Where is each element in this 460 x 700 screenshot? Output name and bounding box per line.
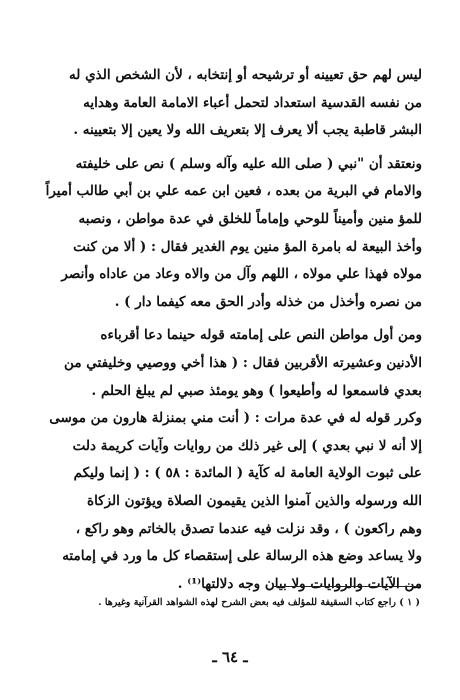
footnote-separator [274, 586, 420, 587]
text-line: إلا أنه لا نبي بعدي ) إلى غير ذلك من روايات وآيات كريمة دلت [72, 437, 422, 454]
text-line: مولاه فهذا علي مولاه ، اللهم وآل من والاه وعاد من عاداه وأنصر [61, 266, 422, 283]
text-line: والامام في البرية من بعده ، فعين ابن عمه علي بن أبي طالب أميراً [45, 183, 422, 200]
paragraph-2 [40, 151, 422, 317]
text-line: ومن أول مواطن النص على إمامته قوله حينما دعا أقرباءه [100, 327, 422, 344]
text-line: الأدنين وعشيرته الأقربين فقال : ( هذا أخي ووصيي وخليفتي من [64, 354, 422, 371]
text-line: الله ورسوله والذين آمنوا الذين يقيمون الصلاة ويؤتون الزكاة [87, 492, 422, 509]
text-line: على ثبوت الولاية العامة له كآية ( المائدة : ٥٨ ) : ( إنما وليكم [73, 465, 422, 482]
text-line: ونعتقد أن "نبي ( صلى الله عليه وآله وسلم ) نص على خليفته [75, 155, 422, 172]
text-line: بعدي فاسمعوا له وأطيعوا ) وهو يومئذ صبي لم يبلغ الحلم . [91, 382, 422, 399]
text-line: وأخذ البيعة له بامرة المؤ منين يوم الغدير فقال : ( ألا من كنت [73, 238, 422, 255]
text-line: ولا يساعد وضع هذه الرسالة على إستقصاء كل ما ورد في إمامته [62, 548, 422, 565]
text-line: من نصره وأخذل من خذله وأدر الحق معه كيفما دار ) . [114, 293, 422, 310]
body-text [40, 62, 422, 604]
text-line: وهم راكعون ) ، وقد نزلت فيه عندما تصدق بالخاتم وهو راكع ، [75, 520, 422, 537]
text-line: للمؤ منين وأميناً للوحي وإماماً للخلق في عدة مواطن ، ونصبه [78, 210, 422, 227]
text-line: البشر قاطبة يجب ألا يعرف إلا بتعريف الله ولا يعين إلا بتعيينه . [73, 122, 422, 139]
paragraph-1 [40, 62, 422, 145]
text-line: من نفسه القدسية استعداد لتحمل أعباء الامامة العامة وهدايه [83, 94, 422, 111]
text-line: من الآيات والروايات ولا بيان وجه دلالتها⁽¹⁾ . [177, 575, 422, 592]
paragraph-3 [40, 322, 422, 598]
text-line: وكرر قوله له في عدة مرات : ( أنت مني بمنزلة هارون من موسى [49, 410, 422, 427]
footnote: ( ١ ) راجع كتاب السقيفة للمؤلف فيه بعض الشرح لهذه الشواهد القرآنية وغيرها . [98, 597, 420, 608]
page-number: ـ ٦٤ ـ [212, 648, 248, 666]
text-line: ليس لهم حق تعيينه أو ترشيحه أو إنتخابه ، لأن الشخص الذي له [69, 67, 422, 83]
